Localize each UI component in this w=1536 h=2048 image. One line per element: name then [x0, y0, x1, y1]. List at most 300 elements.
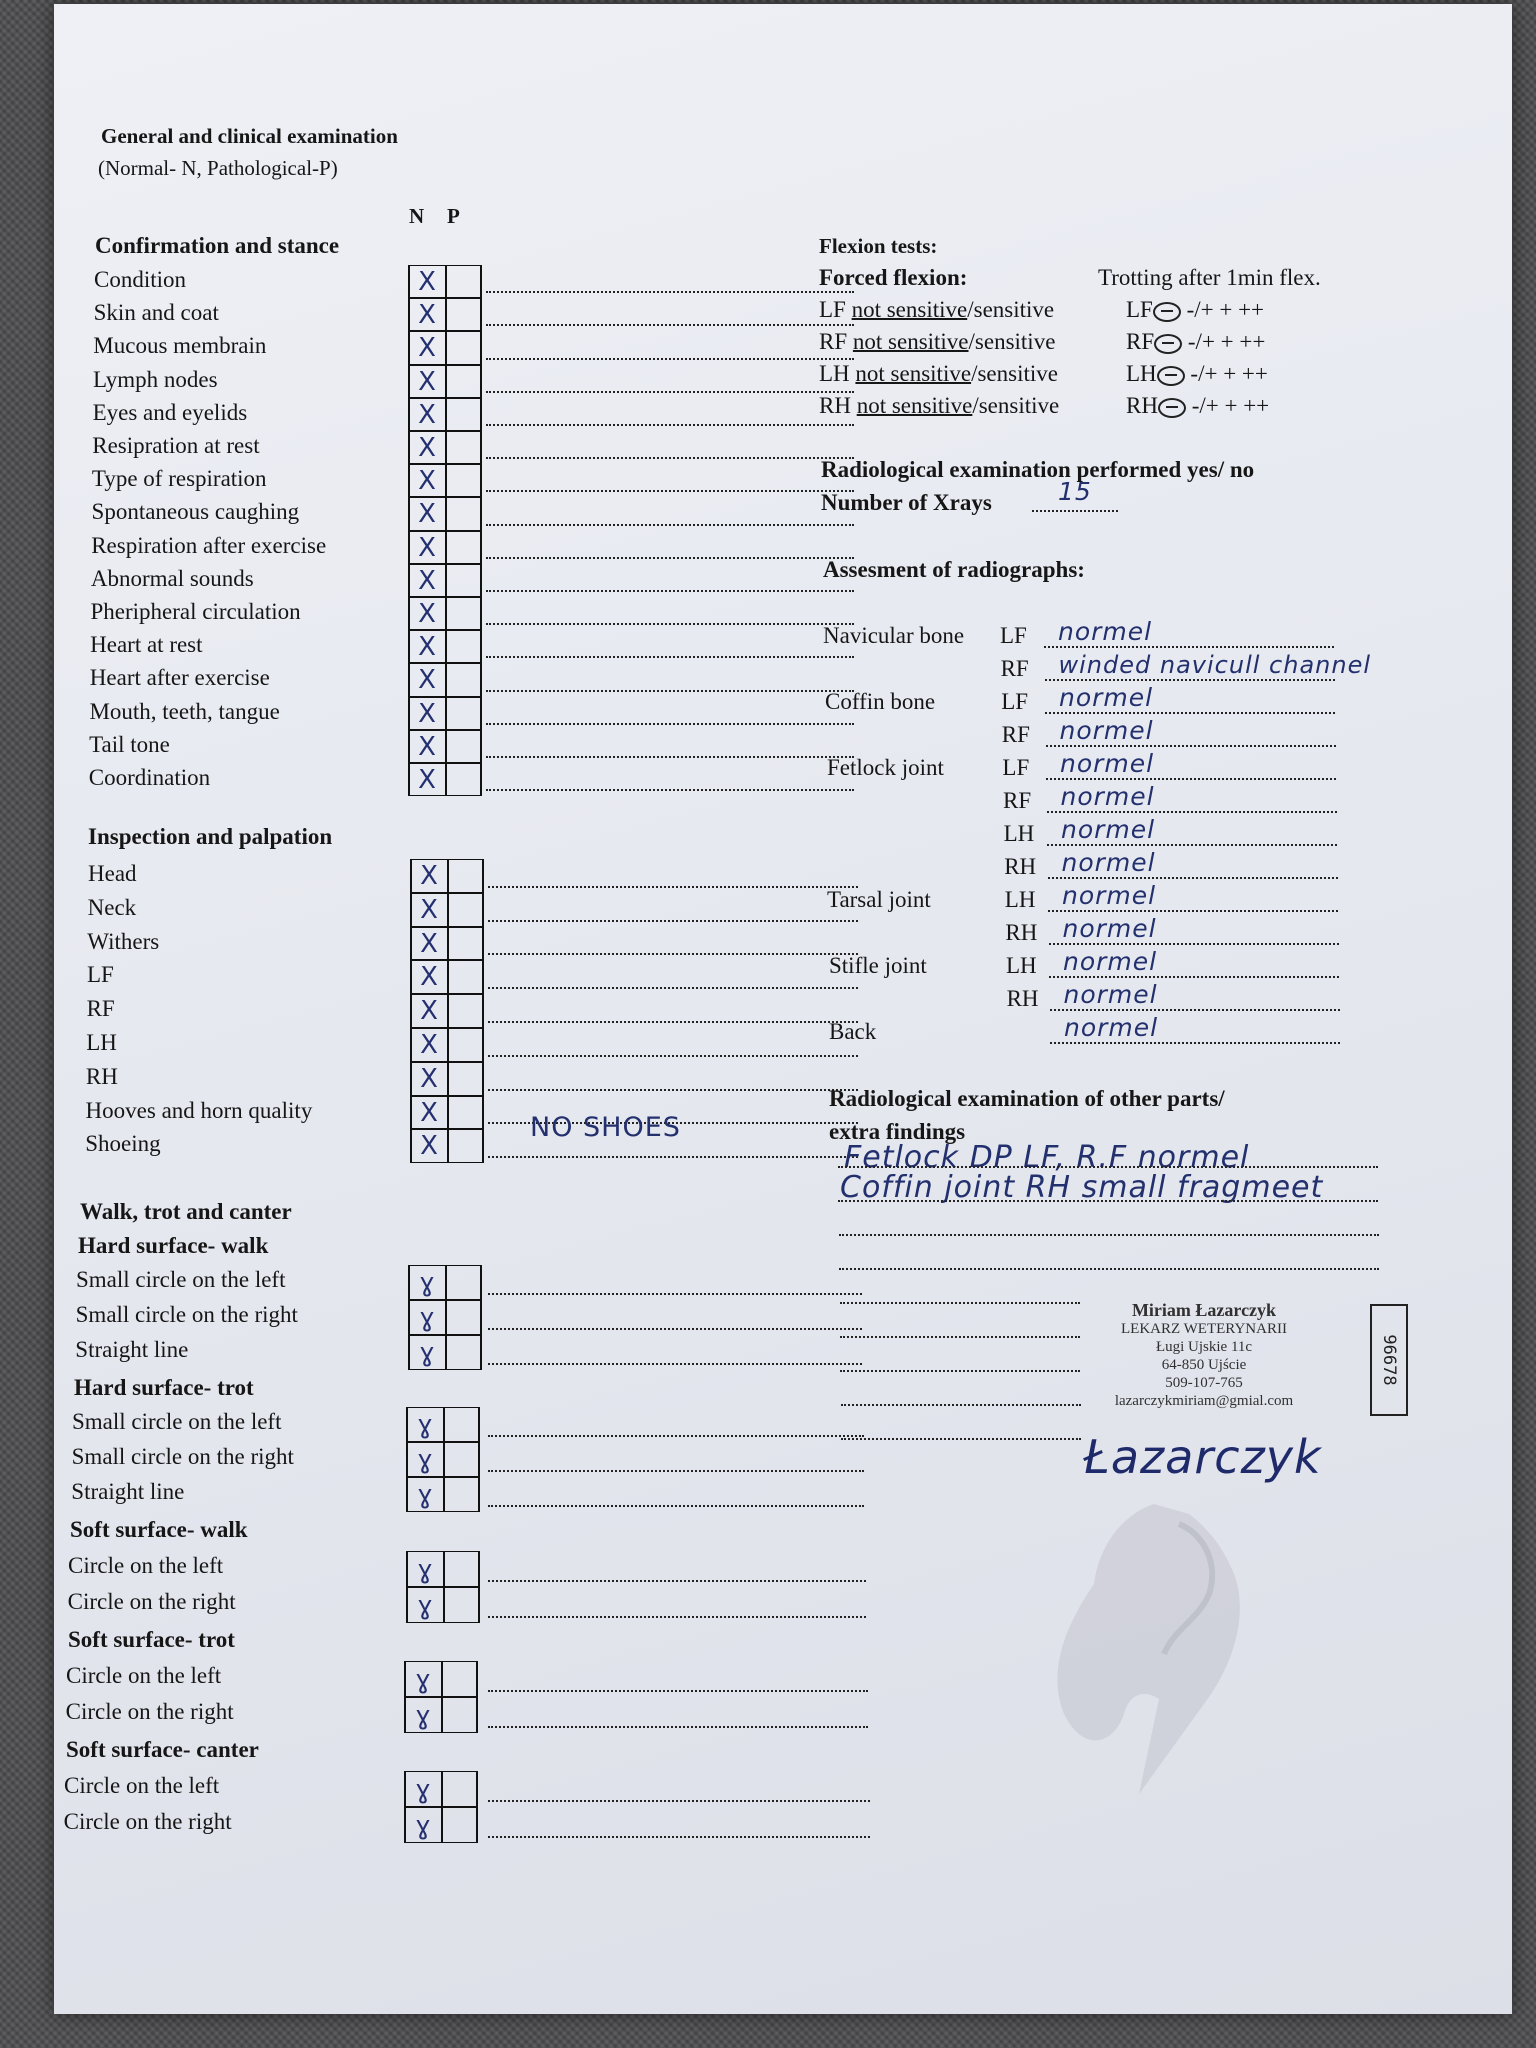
exam-item-n-checkbox[interactable]: X — [418, 300, 436, 331]
stamp-number-text: 96678 — [1379, 1334, 1399, 1386]
extra-findings-dotted-line — [838, 1200, 1378, 1202]
inspection-item-p-checkbox[interactable] — [450, 961, 480, 993]
exam-item-label: Condition — [94, 267, 187, 292]
grade-row-rh — [1126, 392, 1269, 420]
inspection-item-cells — [410, 927, 484, 961]
back-label: Back — [829, 1019, 877, 1044]
stamp-email: lazarczykmiriam@gmial.com — [1114, 1393, 1294, 1409]
exam-item-p-checkbox[interactable] — [448, 465, 478, 496]
radiograph-value: normel — [1062, 881, 1157, 910]
soft-trot-item-cell-divider — [441, 1662, 443, 1696]
flex-sensitive: /sensitive — [968, 329, 1056, 354]
exam-item-cell-divider — [445, 698, 447, 729]
inspection-item-label: LH — [86, 1030, 117, 1055]
exam-item-cells — [408, 730, 482, 763]
soft-canter-item-cells — [404, 1807, 478, 1843]
circled-minus-icon — [1153, 302, 1181, 322]
radiograph-value: normel — [1061, 848, 1156, 877]
exam-item-cells — [408, 564, 482, 597]
form-subtitle: (Normal- N, Pathological-P) — [98, 156, 338, 180]
exam-item-label: Heart after exercise — [89, 665, 270, 691]
exam-item-p-checkbox[interactable] — [448, 399, 478, 430]
radiograph-dotted-line — [1044, 646, 1334, 648]
exam-item-cell-divider — [445, 266, 447, 297]
flex-leg: LF — [819, 297, 846, 322]
soft-trot-item-p-checkbox[interactable] — [444, 1662, 474, 1696]
inspection-item-cell-divider — [447, 1063, 449, 1095]
flex-not-sensitive: not sensitive — [856, 393, 973, 418]
soft-trot-item-cells — [404, 1697, 478, 1733]
exam-item-p-checkbox[interactable] — [448, 332, 478, 363]
exam-item-dotted-line — [486, 656, 854, 658]
soft-canter-item-dotted-line — [488, 1800, 870, 1802]
exam-item-p-checkbox[interactable] — [448, 565, 478, 596]
hard-trot-item-cells — [406, 1442, 480, 1477]
soft-walk-item-cells — [406, 1587, 480, 1623]
extra-findings-title: extra findings — [829, 1119, 966, 1144]
soft-trot-item-n-checkbox[interactable]: ɣ — [415, 1665, 431, 1695]
circled-minus-icon — [1154, 334, 1182, 354]
exam-item-dotted-line — [486, 457, 854, 459]
exam-item-label: Pheripheral circulation — [90, 599, 301, 624]
exam-item-label: Mouth, teeth, tangue — [89, 698, 280, 724]
grade-leg: LF — [1126, 297, 1153, 322]
exam-item-cell-divider — [445, 532, 447, 563]
inspection-item-n-checkbox[interactable]: X — [420, 861, 438, 891]
radiograph-leg-label: RF — [1003, 788, 1032, 813]
exam-item-cells — [408, 630, 482, 663]
hard-trot-item-label: Small circle on the right — [71, 1444, 294, 1469]
exam-item-cells — [408, 431, 482, 464]
inspection-item-cells — [410, 1129, 484, 1163]
form-sheet — [54, 4, 1512, 2014]
soft-canter-item-label: Circle on the left — [64, 1773, 220, 1798]
hard-trot-item-dotted-line — [488, 1505, 864, 1507]
extra-findings-dotted-line — [840, 1370, 1080, 1372]
exam-item-p-checkbox[interactable] — [448, 698, 478, 729]
soft-canter-item-cell-divider — [441, 1808, 443, 1842]
soft-walk-item-label: Circle on the left — [68, 1553, 224, 1578]
soft-canter-item-p-checkbox[interactable] — [444, 1808, 474, 1842]
exam-item-n-checkbox[interactable]: X — [418, 499, 436, 530]
col-p-label: P — [447, 204, 460, 228]
soft-walk-item-cells — [406, 1551, 480, 1587]
flex-leg: RF — [819, 329, 848, 354]
exam-item-dotted-line — [486, 557, 854, 559]
soft-walk-item-dotted-line — [488, 1580, 866, 1582]
exam-item-label: Respiration after exercise — [91, 532, 327, 558]
exam-item-p-checkbox[interactable] — [448, 498, 478, 529]
exam-item-p-checkbox[interactable] — [448, 266, 478, 297]
exam-item-cells — [408, 365, 482, 398]
exam-item-p-checkbox[interactable] — [448, 432, 478, 463]
extra-finding-1: Fetlock DP LF, R.F normel — [844, 1140, 1250, 1175]
navicular-label: Navicular bone — [823, 623, 965, 648]
stamp-title: LEKARZ WETERYNARII — [1121, 1321, 1287, 1337]
radiograph-leg-label: LH — [1003, 821, 1035, 846]
soft-walk-title: Soft surface- walk — [70, 1517, 248, 1542]
exam-item-cells — [408, 697, 482, 730]
radiograph-value: normel — [1061, 815, 1156, 844]
exam-item-cell-divider — [445, 332, 447, 363]
exam-item-p-checkbox[interactable] — [448, 664, 478, 695]
fetlock-label: Fetlock joint — [827, 755, 944, 780]
signature: Łazarczyk — [1084, 1430, 1322, 1484]
exam-item-p-checkbox[interactable] — [448, 764, 478, 795]
inspection-item-p-checkbox[interactable] — [450, 1130, 480, 1162]
section-gait-title: Walk, trot and canter — [80, 1199, 292, 1224]
exam-item-n-checkbox[interactable]: X — [418, 565, 436, 596]
hard-trot-item-cells — [406, 1477, 480, 1512]
exam-item-n-checkbox[interactable]: X — [418, 599, 436, 629]
stamp-number — [1370, 1304, 1408, 1416]
radiograph-value: normel — [1063, 980, 1158, 1009]
exam-item-dotted-line — [486, 690, 854, 692]
flex-sensitive: /sensitive — [972, 393, 1060, 418]
radiograph-leg-label: LH — [1004, 887, 1036, 912]
inspection-item-cell-divider — [447, 1097, 449, 1129]
exam-item-n-checkbox[interactable]: X — [418, 466, 436, 497]
extra-findings-dotted-line — [838, 1166, 1378, 1168]
inspection-item-dotted-line — [488, 987, 858, 989]
exam-item-dotted-line — [486, 291, 854, 293]
radiograph-dotted-line — [1048, 877, 1338, 879]
exam-item-dotted-line — [486, 324, 854, 326]
grade-row-lh — [1126, 360, 1268, 388]
hard-walk-item-cell-divider — [445, 1301, 447, 1334]
exam-item-label: Eyes and eyelids — [92, 399, 248, 425]
extra-findings-dotted-line — [839, 1234, 1379, 1236]
inspection-item-cell-divider — [447, 961, 449, 993]
grade-leg: RH — [1126, 393, 1158, 418]
hard-trot-item-dotted-line — [488, 1435, 864, 1437]
inspection-item-cells — [410, 859, 484, 893]
hard-trot-item-cell-divider — [443, 1443, 445, 1476]
flex-leg: RH — [819, 393, 851, 418]
exam-item-cells — [408, 597, 482, 630]
soft-walk-item-dotted-line — [488, 1616, 866, 1618]
hard-trot-item-label: Small circle on the left — [72, 1409, 282, 1434]
radiograph-dotted-line — [1050, 1009, 1340, 1011]
radiograph-dotted-line — [1050, 1042, 1340, 1044]
hard-walk-item-label: Straight line — [75, 1337, 189, 1362]
exam-item-cells — [408, 763, 482, 796]
coffin-label: Coffin bone — [825, 689, 936, 714]
hard-walk-item-p-checkbox[interactable] — [448, 1301, 478, 1334]
exam-item-dotted-line — [486, 358, 854, 360]
hard-trot-item-p-checkbox[interactable] — [446, 1443, 476, 1476]
soft-canter-title: Soft surface- canter — [66, 1737, 259, 1762]
other-parts-title: Radiological examination of other parts/ — [829, 1086, 1225, 1111]
inspection-item-p-checkbox[interactable] — [450, 1029, 480, 1061]
soft-walk-item-n-checkbox[interactable]: ɣ — [417, 1555, 433, 1585]
exam-item-cell-divider — [445, 598, 447, 629]
inspection-item-label: Hooves and horn quality — [85, 1097, 313, 1123]
radiograph-value: winded navicull channel — [1058, 651, 1371, 679]
inspection-item-cells — [410, 1062, 484, 1096]
extra-findings-dotted-line — [841, 1404, 1081, 1406]
hard-trot-item-n-checkbox[interactable]: ɣ — [417, 1480, 433, 1510]
hard-walk-item-dotted-line — [488, 1293, 862, 1295]
exam-item-p-checkbox[interactable] — [448, 631, 478, 662]
soft-walk-item-p-checkbox[interactable] — [446, 1588, 476, 1622]
radiograph-dotted-line — [1045, 679, 1335, 681]
hard-walk-item-n-checkbox[interactable]: ɣ — [419, 1268, 435, 1298]
soft-trot-item-label: Circle on the right — [65, 1699, 234, 1724]
hard-walk-item-cells — [408, 1300, 482, 1335]
hard-walk-item-cell-divider — [445, 1336, 447, 1369]
inspection-item-dotted-line — [488, 1089, 858, 1091]
inspection-item-cells — [410, 960, 484, 994]
extra-findings-dotted-line — [840, 1336, 1080, 1338]
exam-item-n-checkbox[interactable]: X — [418, 698, 436, 729]
flex-row-rf — [819, 328, 1055, 356]
exam-item-dotted-line — [486, 524, 854, 526]
exam-item-n-checkbox[interactable]: X — [418, 632, 436, 663]
exam-item-n-checkbox[interactable]: X — [418, 333, 436, 364]
flex-not-sensitive: not sensitive — [851, 297, 968, 322]
soft-trot-item-n-checkbox[interactable]: ɣ — [415, 1701, 431, 1731]
num-xrays-label: Number of Xrays — [821, 490, 992, 515]
exam-item-cells — [408, 531, 482, 564]
form-title: General and clinical examination — [101, 124, 398, 148]
grade-options: -/+ + ++ — [1191, 393, 1270, 418]
exam-item-dotted-line — [486, 590, 854, 592]
extra-finding-2: Coffin joint RH small fragmeet — [840, 1170, 1324, 1205]
exam-item-n-checkbox[interactable]: X — [418, 433, 436, 463]
soft-walk-item-n-checkbox[interactable]: ɣ — [417, 1591, 433, 1621]
inspection-item-dotted-line — [488, 1021, 858, 1023]
stamp-phone: 509-107-765 — [1165, 1375, 1243, 1391]
inspection-item-cell-divider — [447, 860, 449, 892]
inspection-item-dotted-line — [488, 886, 858, 888]
soft-canter-item-label: Circle on the right — [63, 1809, 232, 1834]
exam-item-cell-divider — [445, 465, 447, 496]
grade-leg: LH — [1126, 361, 1157, 386]
radiograph-leg-label: LF — [1002, 755, 1030, 780]
shoeing-note: NO SHOES — [530, 1112, 681, 1143]
soft-trot-item-label: Circle on the left — [66, 1663, 222, 1688]
inspection-item-n-checkbox[interactable]: X — [420, 1063, 438, 1094]
radiograph-value: normel — [1060, 749, 1155, 778]
inspection-item-cells — [410, 893, 484, 927]
inspection-item-n-checkbox[interactable]: X — [420, 996, 438, 1027]
exam-item-cell-divider — [445, 565, 447, 596]
inspection-item-label: RF — [86, 996, 115, 1022]
stamp-street: Ługi Ujskie 11c — [1155, 1339, 1253, 1355]
flex-sensitive: /sensitive — [967, 297, 1055, 322]
inspection-item-p-checkbox[interactable] — [450, 995, 480, 1027]
inspection-item-cells — [410, 1028, 484, 1062]
flex-not-sensitive: not sensitive — [855, 361, 972, 386]
exam-item-n-checkbox[interactable]: X — [418, 366, 436, 397]
inspection-item-n-checkbox[interactable]: X — [420, 1097, 438, 1128]
inspection-item-p-checkbox[interactable] — [450, 1063, 480, 1095]
soft-canter-item-n-checkbox[interactable]: ɣ — [415, 1775, 431, 1805]
radiograph-value: normel — [1060, 782, 1155, 811]
soft-canter-item-dotted-line — [488, 1836, 870, 1838]
num-xrays-line — [1032, 510, 1118, 512]
exam-item-cell-divider — [445, 631, 447, 662]
inspection-item-p-checkbox[interactable] — [450, 894, 480, 926]
exam-item-cell-divider — [445, 399, 447, 430]
exam-item-label: Tail tone — [89, 731, 170, 757]
circled-minus-icon — [1158, 398, 1186, 418]
trotting-label: Trotting after 1min flex. — [1098, 265, 1321, 290]
inspection-item-cell-divider — [447, 928, 449, 960]
exam-item-cells — [408, 298, 482, 331]
hard-trot-item-n-checkbox[interactable]: ɣ — [417, 1445, 433, 1475]
exam-item-label: Coordination — [88, 765, 211, 790]
radiograph-dotted-line — [1048, 910, 1338, 912]
radiograph-leg-label: RH — [1005, 920, 1038, 945]
exam-item-dotted-line — [486, 789, 854, 791]
inspection-item-n-checkbox[interactable]: X — [420, 1030, 438, 1060]
inspection-item-cell-divider — [447, 995, 449, 1027]
exam-item-label: Type of respiration — [91, 466, 267, 492]
extra-findings-dotted-line — [840, 1302, 1080, 1304]
exam-item-label: Spontaneous caughing — [91, 499, 300, 525]
hard-walk-item-cell-divider — [445, 1266, 447, 1299]
hard-walk-item-dotted-line — [488, 1363, 862, 1365]
hard-trot-item-n-checkbox[interactable]: ɣ — [417, 1410, 433, 1440]
radiograph-dotted-line — [1046, 778, 1336, 780]
radiograph-dotted-line — [1047, 844, 1337, 846]
exam-item-label: Mucous membrain — [93, 333, 267, 359]
flexion-title: Flexion tests: — [819, 234, 938, 258]
soft-canter-item-n-checkbox[interactable]: ɣ — [415, 1811, 431, 1841]
grade-options: -/+ + ++ — [1187, 329, 1266, 354]
soft-canter-item-p-checkbox[interactable] — [444, 1772, 474, 1806]
exam-item-p-checkbox[interactable] — [448, 532, 478, 563]
exam-item-label: Heart at rest — [90, 632, 203, 658]
exam-item-n-checkbox[interactable]: X — [418, 731, 436, 762]
soft-trot-title: Soft surface- trot — [68, 1627, 235, 1652]
exam-item-p-checkbox[interactable] — [448, 731, 478, 762]
exam-item-p-checkbox[interactable] — [448, 598, 478, 629]
radiograph-leg-label: LF — [1000, 623, 1027, 648]
exam-item-dotted-line — [486, 756, 854, 758]
inspection-item-cell-divider — [447, 1029, 449, 1061]
col-n-label: N — [409, 204, 425, 228]
exam-item-cell-divider — [445, 366, 447, 397]
circled-minus-icon — [1157, 366, 1185, 386]
radiograph-leg-label: RF — [1001, 722, 1030, 747]
hard-walk-item-label: Small circle on the right — [75, 1302, 298, 1327]
exam-item-cell-divider — [445, 299, 447, 330]
soft-walk-item-label: Circle on the right — [67, 1589, 236, 1614]
inspection-item-p-checkbox[interactable] — [450, 860, 480, 892]
hard-trot-item-label: Straight line — [71, 1479, 185, 1504]
inspection-item-p-checkbox[interactable] — [450, 1097, 480, 1129]
inspection-item-n-checkbox[interactable]: X — [420, 1131, 438, 1162]
radiograph-dotted-line — [1047, 811, 1337, 813]
exam-item-dotted-line — [486, 623, 854, 625]
vet-stamp — [1054, 1300, 1354, 1410]
hard-walk-item-cells — [408, 1335, 482, 1370]
exam-item-dotted-line — [486, 424, 854, 426]
exam-item-label: Resipration at rest — [92, 433, 260, 458]
flex-sensitive: /sensitive — [971, 361, 1058, 386]
hard-trot-item-p-checkbox[interactable] — [446, 1478, 476, 1511]
hard-walk-item-p-checkbox[interactable] — [448, 1266, 478, 1299]
hard-walk-title: Hard surface- walk — [78, 1233, 269, 1258]
exam-item-p-checkbox[interactable] — [448, 366, 478, 397]
soft-walk-item-p-checkbox[interactable] — [446, 1552, 476, 1586]
hard-trot-item-p-checkbox[interactable] — [446, 1408, 476, 1441]
exam-item-cells — [408, 398, 482, 431]
exam-item-cell-divider — [445, 432, 447, 463]
exam-item-label: Abnormal sounds — [90, 565, 254, 591]
inspection-item-n-checkbox[interactable]: X — [420, 962, 438, 993]
hard-trot-title: Hard surface- trot — [74, 1375, 254, 1400]
tarsal-label: Tarsal joint — [827, 887, 931, 912]
exam-item-n-checkbox[interactable]: X — [418, 532, 436, 563]
assess-title: Assesment of radiographs: — [823, 557, 1085, 582]
radiograph-value: normel — [1058, 617, 1153, 646]
inspection-item-label: Withers — [87, 928, 160, 954]
exam-item-p-checkbox[interactable] — [448, 299, 478, 330]
radiograph-leg-label: RF — [1000, 656, 1029, 681]
radiograph-leg-label: LF — [1001, 689, 1029, 714]
soft-trot-item-cells — [404, 1661, 478, 1697]
extra-findings-dotted-line — [841, 1438, 1081, 1440]
section-confirmation-title: Confirmation and stance — [95, 233, 340, 258]
exam-item-cell-divider — [445, 731, 447, 762]
inspection-item-dotted-line — [488, 1156, 858, 1158]
exam-item-label: Skin and coat — [93, 300, 219, 326]
section-inspection-title: Inspection and palpation — [88, 824, 333, 849]
grade-options: -/+ + ++ — [1186, 297, 1265, 322]
inspection-item-dotted-line — [488, 920, 858, 922]
hard-trot-item-cell-divider — [443, 1408, 445, 1441]
inspection-item-label: Shoeing — [85, 1131, 161, 1157]
inspection-item-label: Neck — [87, 894, 137, 920]
exam-item-cells — [408, 331, 482, 364]
exam-item-n-checkbox[interactable]: X — [418, 665, 436, 696]
exam-item-n-checkbox[interactable]: X — [418, 267, 436, 297]
hard-walk-item-p-checkbox[interactable] — [448, 1336, 478, 1369]
inspection-item-p-checkbox[interactable] — [450, 928, 480, 960]
soft-trot-item-p-checkbox[interactable] — [444, 1698, 474, 1732]
exam-item-cells — [408, 663, 482, 696]
soft-trot-item-dotted-line — [488, 1726, 868, 1728]
inspection-item-dotted-line — [488, 1055, 858, 1057]
inspection-item-n-checkbox[interactable]: X — [420, 894, 438, 925]
hard-trot-item-dotted-line — [488, 1470, 864, 1472]
inspection-item-label: RH — [85, 1063, 118, 1089]
flex-row-rh — [819, 392, 1059, 420]
flex-not-sensitive: not sensitive — [852, 329, 969, 354]
flex-row-lf — [819, 296, 1054, 324]
radiograph-value: normel — [1062, 914, 1157, 943]
exam-item-dotted-line — [486, 490, 854, 492]
hard-walk-item-n-checkbox[interactable]: ɣ — [419, 1338, 435, 1368]
exam-item-n-checkbox[interactable]: X — [418, 765, 436, 795]
exam-item-cell-divider — [445, 498, 447, 529]
radio-performed-label: Radiological examination performed yes/ no — [821, 457, 1255, 482]
exam-item-n-checkbox[interactable]: X — [418, 399, 436, 430]
flex-leg: LH — [819, 361, 850, 386]
hard-walk-item-n-checkbox[interactable]: ɣ — [419, 1303, 435, 1333]
num-xrays-value: 15 — [1058, 477, 1092, 506]
inspection-item-n-checkbox[interactable]: X — [420, 928, 438, 959]
hard-walk-item-label: Small circle on the left — [76, 1267, 286, 1292]
exam-item-label: Lymph nodes — [92, 366, 218, 392]
radiograph-dotted-line — [1046, 745, 1336, 747]
inspection-item-label: LF — [86, 962, 114, 988]
inspection-item-cells — [410, 1096, 484, 1130]
